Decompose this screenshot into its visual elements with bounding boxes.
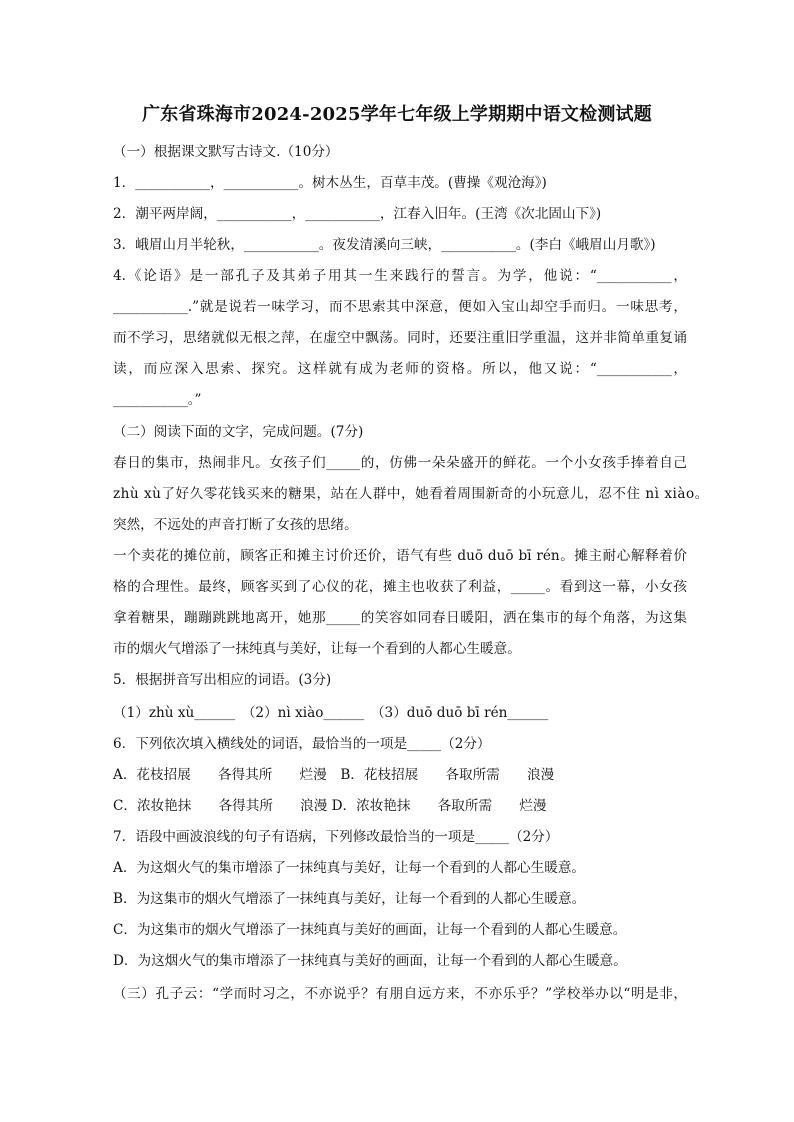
question-4-line-4: 读，而应深入思索、探究。这样就有成为老师的资格。所以，他又说：“___________， [113,361,687,377]
question-7-option-b: B．为这集市的烟火气增添了一抹纯真与美好，让每一个看到的人都心生暖意。 [113,891,586,907]
question-6-options-ab: A．花枝招展 各得其所 烂漫 B．花枝招展 各取所需 浪漫 [113,767,555,783]
passage-line-6: 拿着糖果，蹦蹦跳跳地离开，她那_____的笑容如同春日暖阳，洒在集市的每个角落，为这集 [113,610,687,626]
section-2-heading: （二）阅读下面的文字，完成问题。(7分) [113,424,364,440]
passage-line-4: 一个卖花的摊位前，顾客正和摊主讨价还价，语气有些 duō duō bī rén。摊主耐心解释着价 [113,548,687,564]
question-7-option-a: A．为这烟火气的集市增添了一抹纯真与美好，让每一个看到的人都心生暖意。 [113,860,586,876]
question-4-line-2: ___________.”就是说若一味学习，而不思索其中深意，便如入宝山却空手而归。一味思考， [113,299,687,315]
question-3: 3．峨眉山月半轮秋，___________。夜发清溪向三峡，___________。(李白《峨眉山月歌》) [113,237,656,253]
exam-title: 广东省珠海市2024-2025学年七年级上学期期中语文检测试题 [142,104,652,125]
question-7-option-c: C．为这集市的烟火气增添了一抹纯真与美好的画面，让每一个看到的人都心生暖意。 [113,922,627,938]
question-6: 6．下列依次填入横线处的词语，最恰当的一项是_____（2分） [113,736,491,752]
passage-line-5: 格的合理性。最终，顾客买到了心仪的花，摊主也收获了利益，_____。看到这一幕，小女孩 [113,579,687,595]
question-4-line-3: 而不学习，思绪就似无根之萍，在虚空中飘荡。同时，还要注重旧学重温，这并非简单重复诵 [113,330,687,346]
passage-line-7: 市的烟火气增添了一抹纯真与美好，让每一个看到的人都心生暖意。 [113,641,521,657]
question-4-line-1: 4.《论语》是一部孔子及其弟子用其一生来践行的誓言。为学，他说：“___________， [113,268,687,284]
passage-line-3: 突然，不远处的声音打断了女孩的思绪。 [113,517,358,533]
question-5: 5．根据拼音写出相应的词语。(3分) [113,672,332,688]
section-3-intro: （三）孔子云：“学而时习之，不亦说乎？有朋自远方来，不亦乐乎？”学校举办以“明是非， [113,986,687,1002]
question-1: 1．___________，___________。树木丛生，百草丰茂。(曹操《观沧海》) [113,175,547,191]
passage-line-2: zhù xù了好久零花钱买来的糖果，站在人群中，她看着周围新奇的小玩意儿，忍不住 nì xiào。 [113,486,709,502]
question-7: 7．语段中画波浪线的句子有语病，下列修改最恰当的一项是_____（2分） [113,829,559,845]
passage-line-1: 春日的集市，热闹非凡。女孩子们_____的，仿佛一朵朵盛开的鲜花。一个小女孩手捧着自己 [113,455,687,471]
question-6-options-cd: C．浓妆艳抹 各得其所 浪漫 D．浓妆艳抹 各取所需 烂漫 [113,798,547,814]
question-4-line-5: ___________。” [113,392,202,408]
question-5-blanks: （1）zhù xù______ （2）nì xiào______ （3）duō duō bī rén______ [113,705,549,721]
question-2: 2．潮平两岸阔，___________，___________，江春入旧年。(王湾《次北固山下》) [113,206,602,222]
question-7-option-d: D．为这烟火气的集市增添了一抹纯真与美好的画面，让每一个看到的人都心生暖意。 [113,953,627,969]
section-1-heading: （一）根据课文默写古诗文.（10分） [113,144,339,160]
